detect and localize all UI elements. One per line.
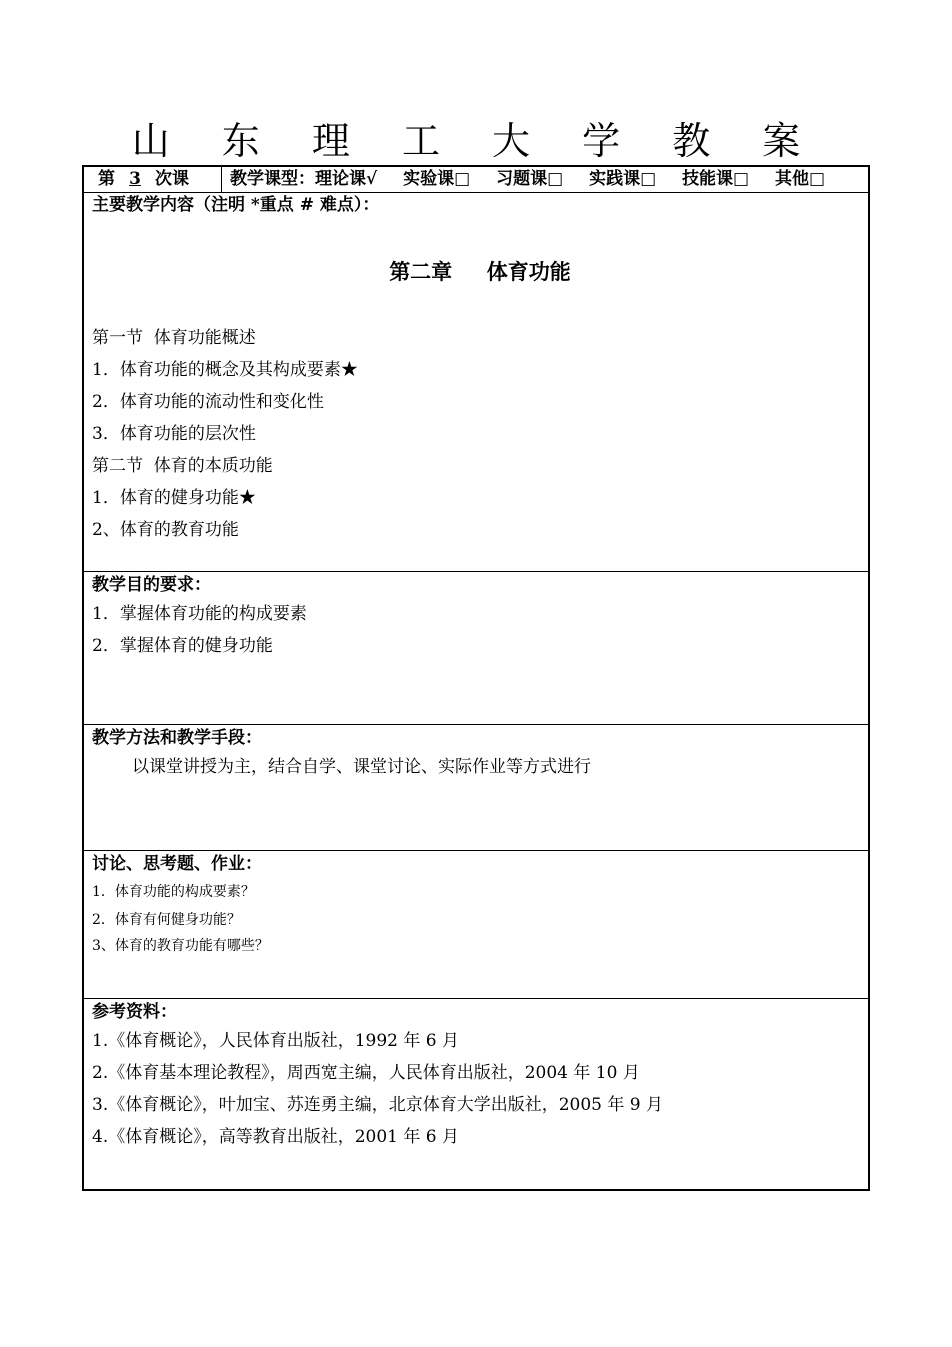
references-section bbox=[84, 998, 868, 1191]
course-type-exercise: 习题课□ bbox=[496, 169, 564, 189]
objectives-heading: 教学目的要求： bbox=[92, 575, 211, 595]
reference-line: 4.《体育概论》，高等教育出版社，2001 年 6 月 bbox=[92, 1127, 460, 1147]
reference-line: 3.《体育概论》，叶加宝、苏连勇主编，北京体育大学出版社，2005 年 9 月 bbox=[92, 1095, 664, 1115]
content-line: 第一节 体育功能概述 bbox=[92, 328, 256, 348]
content-line: 1．体育的健身功能★ bbox=[92, 488, 256, 508]
lesson-suffix: 次课 bbox=[155, 169, 189, 189]
chapter-title: 第二章 体育功能 bbox=[389, 259, 571, 284]
course-type-skill: 技能课□ bbox=[682, 169, 750, 189]
discussion-heading: 讨论、思考题、作业： bbox=[92, 854, 262, 874]
lesson-plan-table bbox=[82, 165, 870, 1191]
course-type-cell bbox=[222, 167, 868, 192]
content-line: 1．体育功能的概念及其构成要素★ bbox=[92, 360, 358, 380]
header-row bbox=[84, 167, 868, 193]
objective-line: 2．掌握体育的健身功能 bbox=[92, 636, 273, 656]
discussion-line: 2．体育有何健身功能？ bbox=[92, 912, 241, 928]
discussion-line: 3、体育的教育功能有哪些？ bbox=[92, 938, 269, 954]
content-line: 2、体育的教育功能 bbox=[92, 520, 239, 540]
lesson-number: 3 bbox=[129, 169, 141, 189]
content-section bbox=[84, 192, 868, 572]
lesson-number-cell bbox=[84, 167, 222, 192]
content-line: 第二节 体育的本质功能 bbox=[92, 456, 273, 476]
page-title: 山 东 理 工 大 学 教 案 bbox=[131, 119, 821, 163]
methods-section bbox=[84, 724, 868, 850]
reference-line: 2.《体育基本理论教程》，周西宽主编，人民体育出版社，2004 年 10 月 bbox=[92, 1063, 640, 1083]
discussion-line: 1．体育功能的构成要素？ bbox=[92, 884, 255, 900]
discussion-section bbox=[84, 850, 868, 998]
content-heading: 主要教学内容（注明 *重点 # 难点）： bbox=[92, 195, 380, 215]
content-line: 3．体育功能的层次性 bbox=[92, 424, 256, 444]
course-type-theory: 教学课型：理论课√ bbox=[230, 169, 378, 189]
references-heading: 参考资料： bbox=[92, 1002, 177, 1022]
methods-heading: 教学方法和教学手段： bbox=[92, 728, 262, 748]
course-type-other: 其他□ bbox=[775, 169, 826, 189]
methods-text: 以课堂讲授为主，结合自学、课堂讨论、实际作业等方式进行 bbox=[132, 757, 591, 777]
objective-line: 1．掌握体育功能的构成要素 bbox=[92, 604, 307, 624]
lesson-prefix: 第 bbox=[98, 169, 115, 189]
reference-line: 1.《体育概论》，人民体育出版社，1992 年 6 月 bbox=[92, 1031, 460, 1051]
content-line: 2．体育功能的流动性和变化性 bbox=[92, 392, 324, 412]
course-type-practice: 实践课□ bbox=[589, 169, 657, 189]
course-type-lab: 实验课□ bbox=[403, 169, 471, 189]
objectives-section bbox=[84, 571, 868, 724]
